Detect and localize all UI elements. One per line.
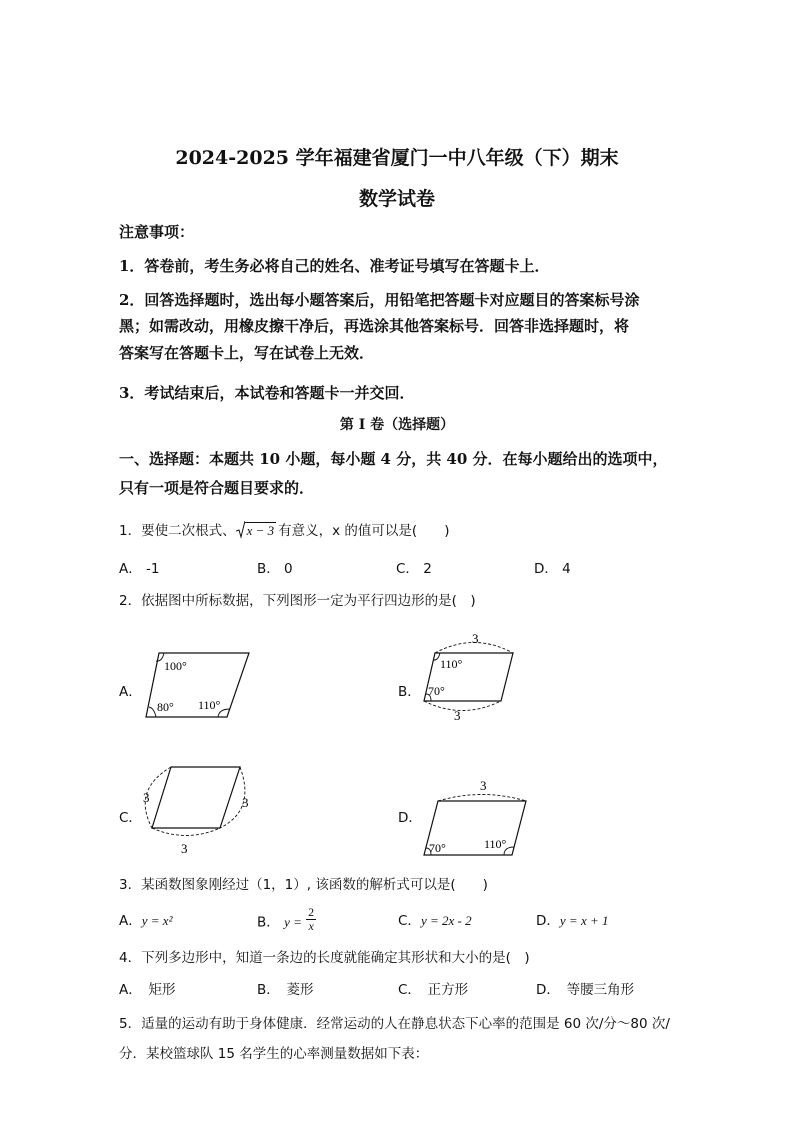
q3-option-b-numerator: 2 <box>308 905 315 919</box>
question-3: 3．某函数图象刚经过（1，1）, 该函数的解析式可以是( ) <box>119 877 488 893</box>
fig-b-length-top: 3 <box>472 631 479 646</box>
fig-c-length-right: 3 <box>242 795 249 810</box>
notice-item-3: 3．考试结束后，本试卷和答题卡一并交回． <box>119 384 415 402</box>
q4-option-b[interactable]: B． 菱形 <box>257 982 314 998</box>
q4-option-d[interactable]: D． 等腰三角形 <box>536 982 635 998</box>
fig-b-length-bottom: 3 <box>454 708 461 723</box>
notice-item-2-line1: 2．回答选择题时，选出每小题答案后，用铅笔把答题卡对应题目的答案标号涂 <box>119 291 640 309</box>
q3-option-b-label: B． <box>257 914 280 931</box>
q3-option-d[interactable] <box>536 909 609 929</box>
fig-c-length-bottom: 3 <box>181 841 188 856</box>
fig-d-angle-bottom-right: 110° <box>484 837 507 851</box>
notice-item-2-line2: 黑；如需改动，用橡皮擦干净后，再选涂其他答案标号．回答非选择题时，将 <box>119 317 630 335</box>
q2-figure-d <box>418 775 530 860</box>
q2-option-d-label[interactable]: D． <box>398 810 422 826</box>
fig-a-angle-bottom-left: 80° <box>157 700 174 714</box>
q3-option-a[interactable] <box>119 909 172 929</box>
question-4: 4．下列多边形中，知道一条边的长度就能确定其形状和大小的是( ) <box>119 950 530 966</box>
q1-stem-after: 有意义，x 的值可以是( ) <box>278 523 450 539</box>
q3-option-c-label: C． <box>398 913 421 929</box>
q3-option-a-expr: y = x² <box>141 913 173 928</box>
q1-option-d[interactable]: D． 4 <box>534 561 571 577</box>
question-2: 2．依据图中所标数据，下列图形一定为平行四边形的是( ) <box>119 593 476 609</box>
fig-b-angle-bottom-left: 70° <box>428 684 445 698</box>
notice-heading: 注意事项： <box>119 223 195 241</box>
fig-d-angle-bottom-left: 70° <box>429 841 446 855</box>
question-5-line1: 5．适量的运动有助于身体健康．经常运动的人在静息状态下心率的范围是 60 次/分～80 次/ <box>119 1016 670 1032</box>
exam-subtitle: 数学试卷 <box>358 188 435 210</box>
question-5-line2: 分．某校篮球队 15 名学生的心率测量数据如下表： <box>119 1046 429 1062</box>
section-instructions-line2: 只有一项是符合题目要求的． <box>119 479 315 497</box>
q2-option-c-label[interactable]: C． <box>119 810 142 826</box>
exam-title: 2024-2025 学年福建省厦门一中八年级（下）期末 <box>175 147 619 169</box>
notice-item-1: 1．答卷前，考生务必将自己的姓名、准考证号填写在答题卡上． <box>119 257 550 275</box>
q4-option-c[interactable]: C． 正方形 <box>398 982 469 998</box>
notice-item-2-line3: 答案写在答题卡上，写在试卷上无效． <box>119 344 375 362</box>
section-instructions-line1: 一、选择题：本题共 10 小题，每小题 4 分，共 40 分．在每小题给出的选项中， <box>119 450 668 468</box>
q1-option-c[interactable]: C． 2 <box>396 561 432 577</box>
question-1 <box>119 519 449 539</box>
q3-option-c[interactable] <box>398 909 472 929</box>
q2-option-b-label[interactable]: B． <box>398 684 421 700</box>
q3-option-b-lhs: y = <box>284 914 302 930</box>
q3-option-b-fraction <box>306 906 316 933</box>
fig-a-angle-top: 100° <box>164 659 187 673</box>
q3-option-d-label: D． <box>536 913 560 929</box>
q1-option-b[interactable]: B． 0 <box>257 561 293 577</box>
q3-option-b-denominator: x <box>308 919 314 933</box>
q2-option-a-label[interactable]: A． <box>119 684 142 700</box>
q3-option-a-label: A． <box>119 913 142 929</box>
q3-option-b[interactable] <box>257 905 316 936</box>
fig-b-angle-top: 110° <box>440 657 463 671</box>
sqrt-radical <box>236 523 277 539</box>
q4-option-a[interactable]: A． 矩形 <box>119 982 176 998</box>
q3-option-c-expr: y = 2x - 2 <box>420 913 472 928</box>
fig-c-length-left: 3 <box>143 790 150 805</box>
fig-a-angle-bottom-right: 110° <box>198 698 221 712</box>
q1-option-a[interactable]: A． -1 <box>119 561 160 577</box>
part1-heading: 第 I 卷（选择题） <box>339 417 455 433</box>
fig-d-length-top: 3 <box>480 778 487 793</box>
q3-option-d-expr: y = x + 1 <box>559 913 609 928</box>
q2-figure-b <box>416 630 526 725</box>
q2-figure-c <box>138 755 258 860</box>
q1-radicand: x − 3 <box>246 523 275 538</box>
q2-figure-a <box>140 645 260 725</box>
q1-stem-before: 1．要使二次根式、 <box>119 523 236 539</box>
